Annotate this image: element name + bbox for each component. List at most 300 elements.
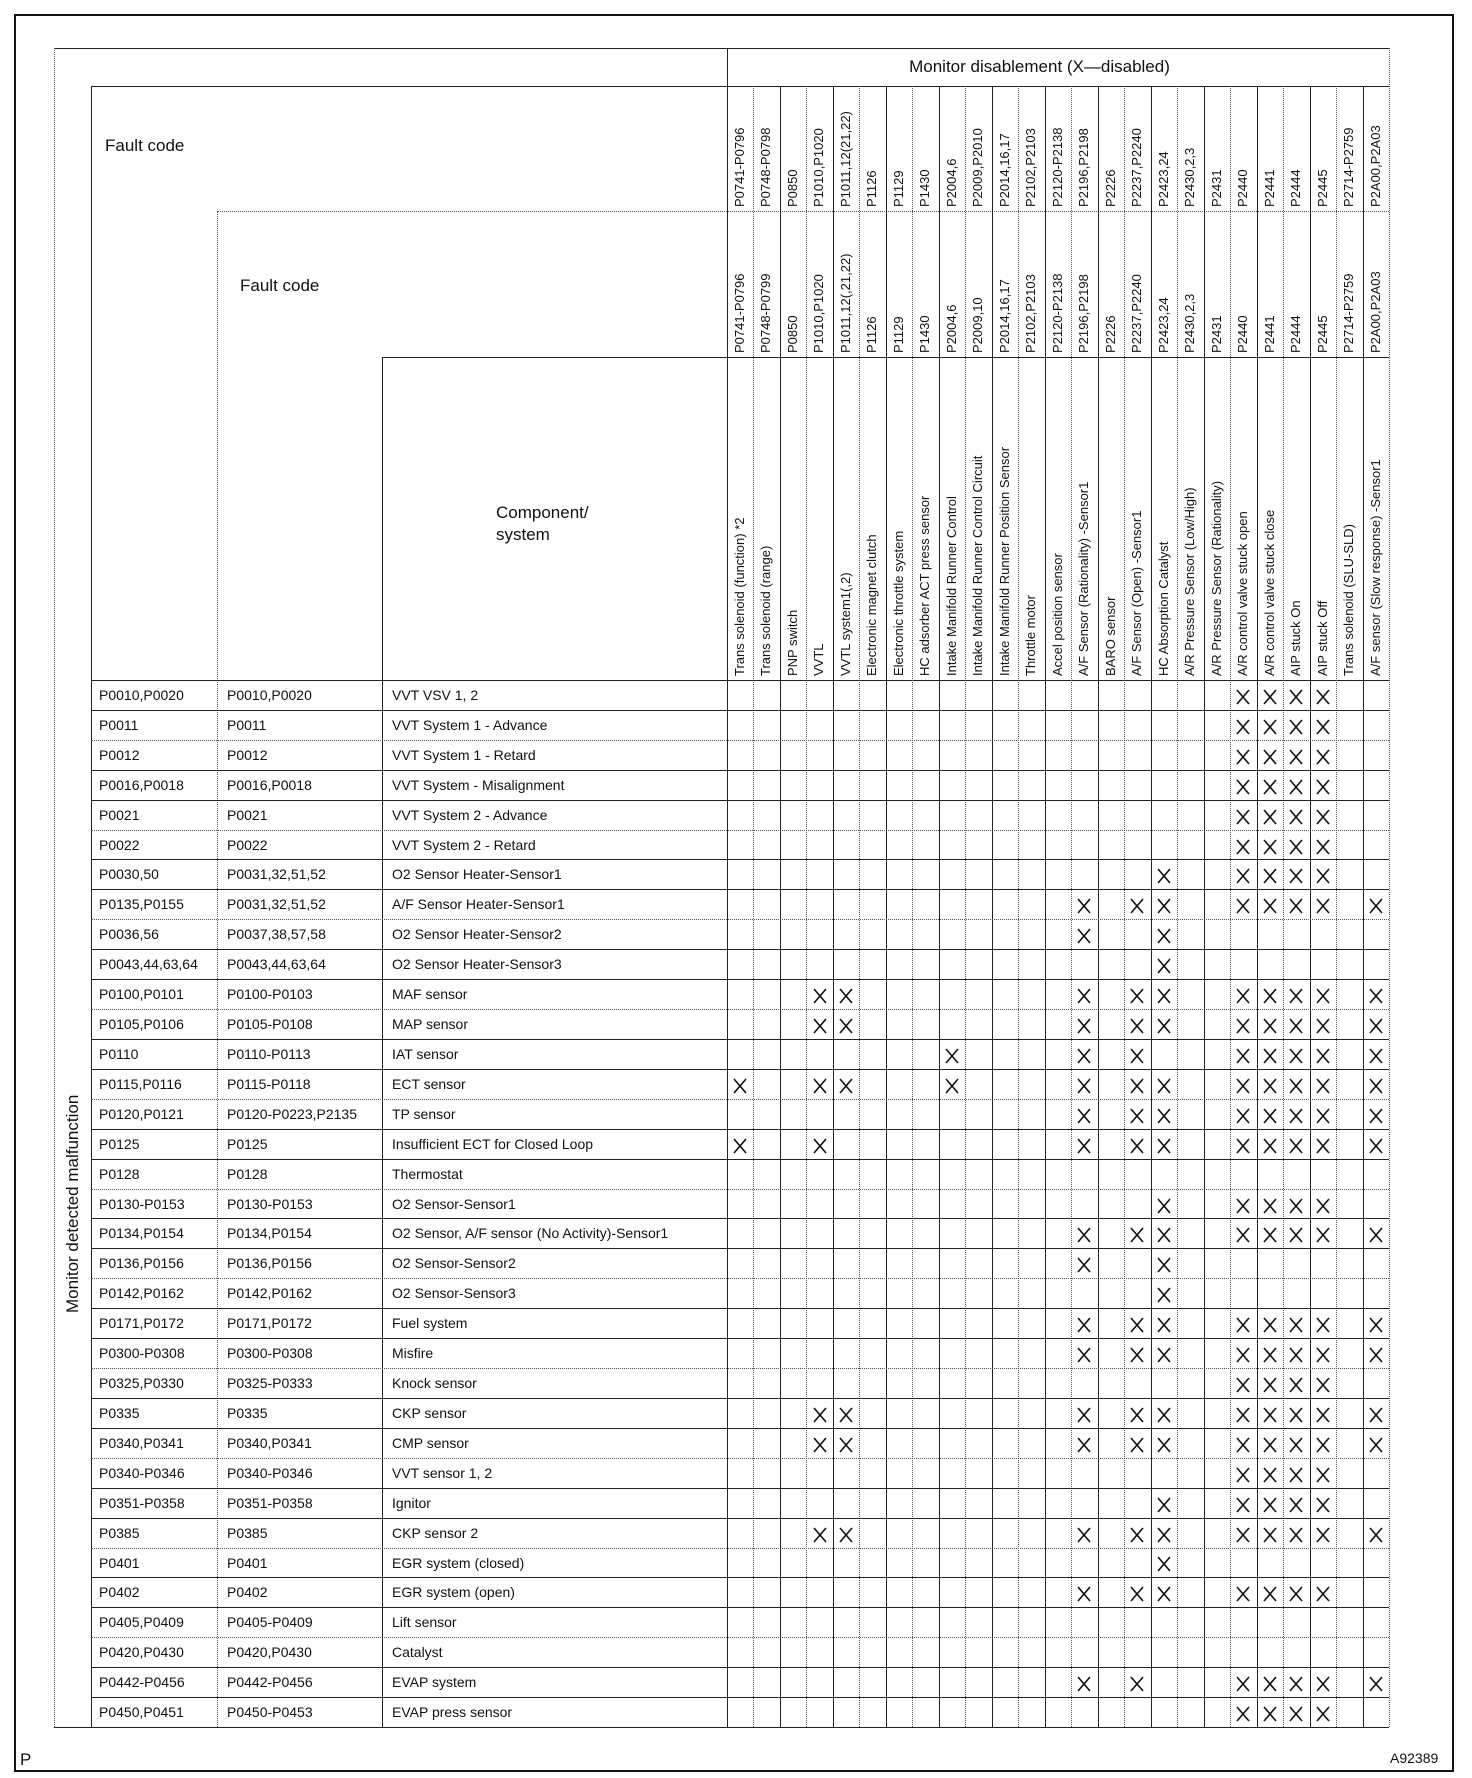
grid-line-h bbox=[91, 1518, 1389, 1519]
column-code-top: P1010,P1020 bbox=[811, 128, 827, 207]
row-fault-code-detail: P0300-P0308 bbox=[227, 1345, 313, 1362]
disabled-x-mark bbox=[1315, 1227, 1331, 1243]
row-fault-code: P0012 bbox=[99, 746, 140, 763]
row-fault-code: P0340,P0341 bbox=[99, 1434, 184, 1451]
disabled-x-mark bbox=[1262, 1437, 1278, 1453]
row-fault-code-detail: P0031,32,51,52 bbox=[227, 866, 326, 883]
column-code-second: P2226 bbox=[1102, 315, 1118, 353]
disabled-x-mark bbox=[1129, 1108, 1145, 1124]
disabled-x-mark bbox=[1368, 1527, 1384, 1543]
column-code-top: P2440 bbox=[1235, 169, 1251, 207]
grid-line-h bbox=[91, 1398, 1389, 1399]
column-component-name: A/R control valve stuck close bbox=[1261, 509, 1277, 676]
disabled-x-mark bbox=[1288, 1467, 1304, 1483]
column-component-name: Throttle motor bbox=[1023, 595, 1039, 676]
column-code-second: P2441 bbox=[1261, 315, 1277, 353]
disabled-x-mark bbox=[1288, 898, 1304, 914]
row-fault-code: P0300-P0308 bbox=[99, 1345, 185, 1362]
disabled-x-mark bbox=[944, 1078, 960, 1094]
disabled-x-mark bbox=[1076, 1018, 1092, 1034]
disabled-x-mark bbox=[1235, 988, 1251, 1004]
disabled-x-mark bbox=[1235, 1078, 1251, 1094]
disabled-x-mark bbox=[1368, 1018, 1384, 1034]
disabled-x-mark bbox=[1076, 1437, 1092, 1453]
disabled-x-mark bbox=[1129, 1018, 1145, 1034]
column-code-second: P2102,P2103 bbox=[1023, 274, 1039, 353]
disabled-x-mark bbox=[1235, 779, 1251, 795]
disabled-x-mark bbox=[838, 1527, 854, 1543]
disabled-x-mark bbox=[1288, 1676, 1304, 1692]
fault-code-heading-1: Fault code bbox=[105, 136, 185, 155]
column-code-second: P1126 bbox=[864, 316, 880, 353]
column-code-top: P1430 bbox=[917, 169, 933, 207]
column-code-top: P1129 bbox=[890, 170, 906, 207]
row-fault-code-detail: P0325-P0333 bbox=[227, 1375, 313, 1392]
disabled-x-mark bbox=[1315, 1437, 1331, 1453]
disabled-x-mark bbox=[838, 1018, 854, 1034]
disabled-x-mark bbox=[1288, 1048, 1304, 1064]
disabled-x-mark bbox=[1288, 1437, 1304, 1453]
disabled-x-mark bbox=[1156, 1018, 1172, 1034]
disabled-x-mark bbox=[1156, 1198, 1172, 1214]
disabled-x-mark bbox=[1156, 1138, 1172, 1154]
disabled-x-mark bbox=[1288, 1108, 1304, 1124]
grid-line-h bbox=[91, 1129, 1389, 1130]
disabled-x-mark bbox=[1235, 1706, 1251, 1722]
column-component-name: Intake Manifold Runner Control bbox=[943, 496, 959, 676]
column-component-name: Electronic throttle system bbox=[890, 530, 906, 676]
row-component: O2 Sensor Heater-Sensor1 bbox=[392, 866, 562, 883]
disabled-x-mark bbox=[1262, 749, 1278, 765]
disabled-x-mark bbox=[1262, 1108, 1278, 1124]
column-code-second: P2444 bbox=[1288, 315, 1304, 353]
row-fault-code-detail: P0340-P0346 bbox=[227, 1464, 313, 1481]
grid-line-h bbox=[91, 1159, 1389, 1160]
row-component: EGR system (closed) bbox=[392, 1554, 525, 1571]
disabled-x-mark bbox=[1235, 1676, 1251, 1692]
disabled-x-mark bbox=[1129, 1527, 1145, 1543]
disabled-x-mark bbox=[1262, 868, 1278, 884]
grid-line-v bbox=[54, 48, 55, 1727]
disabled-x-mark bbox=[1262, 1407, 1278, 1423]
column-code-second: P2014,16,17 bbox=[996, 279, 1012, 353]
grid-line-h bbox=[91, 710, 1389, 711]
column-code-top: P2004,6 bbox=[943, 158, 959, 207]
row-component: VVT VSV 1, 2 bbox=[392, 687, 479, 703]
disabled-x-mark bbox=[1262, 1527, 1278, 1543]
row-fault-code-detail: P0351-P0358 bbox=[227, 1494, 313, 1511]
disabled-x-mark bbox=[1288, 839, 1304, 855]
row-component: O2 Sensor Heater-Sensor3 bbox=[392, 956, 562, 973]
disabled-x-mark bbox=[1288, 1227, 1304, 1243]
column-code-second: P2120-P2138 bbox=[1049, 273, 1065, 353]
disabled-x-mark bbox=[1315, 1676, 1331, 1692]
disabled-x-mark bbox=[812, 988, 828, 1004]
disabled-x-mark bbox=[1315, 1018, 1331, 1034]
column-component-name: AIP stuck Off bbox=[1314, 600, 1330, 676]
disabled-x-mark bbox=[1288, 868, 1304, 884]
grid-line-h bbox=[54, 48, 1389, 49]
column-component-name: A/F Sensor (Rationality) -Sensor1 bbox=[1076, 481, 1092, 676]
disabled-x-mark bbox=[1156, 1287, 1172, 1303]
disabled-x-mark bbox=[1129, 1227, 1145, 1243]
row-fault-code-detail: P0130-P0153 bbox=[227, 1195, 313, 1212]
disabled-x-mark bbox=[1288, 719, 1304, 735]
disabled-x-mark bbox=[1156, 1556, 1172, 1572]
row-fault-code-detail: P0125 bbox=[227, 1135, 268, 1152]
disabled-x-mark bbox=[1262, 719, 1278, 735]
disabled-x-mark bbox=[1315, 1317, 1331, 1333]
column-code-top: P2226 bbox=[1102, 169, 1118, 207]
figure-id: A92389 bbox=[1390, 1750, 1439, 1766]
disabled-x-mark bbox=[1235, 1347, 1251, 1363]
column-code-top: P2A00,P2A03 bbox=[1367, 125, 1383, 207]
column-code-top: P0850 bbox=[784, 169, 800, 207]
row-fault-code: P0351-P0358 bbox=[99, 1494, 185, 1511]
row-component: IAT sensor bbox=[392, 1045, 459, 1062]
row-fault-code-detail: P0402 bbox=[227, 1584, 268, 1601]
row-fault-code: P0325,P0330 bbox=[99, 1375, 184, 1392]
disabled-x-mark bbox=[1288, 809, 1304, 825]
column-code-second: P2431 bbox=[1208, 315, 1224, 353]
column-code-top: P0748-P0798 bbox=[758, 127, 774, 207]
column-code-top: P0741-P0796 bbox=[732, 127, 747, 207]
disabled-x-mark bbox=[838, 1407, 854, 1423]
row-fault-code: P0134,P0154 bbox=[99, 1225, 184, 1242]
disabled-x-mark bbox=[1368, 1108, 1384, 1124]
disabled-x-mark bbox=[1076, 1078, 1092, 1094]
column-code-second: P2237,P2240 bbox=[1129, 274, 1145, 353]
disabled-x-mark bbox=[1262, 1467, 1278, 1483]
disabled-x-mark bbox=[1288, 1198, 1304, 1214]
disabled-x-mark bbox=[1262, 988, 1278, 1004]
column-code-second: P1010,P1020 bbox=[811, 274, 827, 353]
disabled-x-mark bbox=[1368, 1347, 1384, 1363]
column-code-top: P2430,2,3 bbox=[1182, 147, 1198, 207]
disabled-x-mark bbox=[1129, 1078, 1145, 1094]
disabled-x-mark bbox=[812, 1407, 828, 1423]
row-fault-code: P0100,P0101 bbox=[99, 986, 184, 1003]
disabled-x-mark bbox=[838, 1078, 854, 1094]
disabled-x-mark bbox=[1076, 1138, 1092, 1154]
row-fault-code: P0402 bbox=[99, 1584, 140, 1601]
disabled-x-mark bbox=[1315, 1706, 1331, 1722]
disabled-x-mark bbox=[1129, 1048, 1145, 1064]
disabled-x-mark bbox=[1288, 1018, 1304, 1034]
disabled-x-mark bbox=[1076, 1048, 1092, 1064]
disabled-x-mark bbox=[1315, 1048, 1331, 1064]
column-component-name: Intake Manifold Runner Control Circuit bbox=[970, 455, 986, 676]
row-component: Ignitor bbox=[392, 1494, 431, 1511]
disabled-x-mark bbox=[1368, 1227, 1384, 1243]
column-code-second: P2A00,P2A03 bbox=[1367, 271, 1383, 353]
row-fault-code-detail: P0120-P0223,P2135 bbox=[227, 1105, 357, 1122]
column-component-name: VVTL system1(,2) bbox=[837, 572, 853, 676]
row-fault-code: P0016,P0018 bbox=[99, 776, 184, 793]
row-component: Misfire bbox=[392, 1345, 434, 1362]
column-code-second: P2445 bbox=[1314, 315, 1330, 353]
footer-page-marker: P bbox=[20, 1750, 32, 1769]
row-fault-code: P0043,44,63,64 bbox=[99, 956, 198, 973]
row-fault-code-detail: P0401 bbox=[227, 1554, 268, 1571]
row-component: VVT sensor 1, 2 bbox=[392, 1464, 493, 1481]
disabled-x-mark bbox=[1156, 988, 1172, 1004]
disabled-x-mark bbox=[1262, 1676, 1278, 1692]
row-fault-code-detail: P0171,P0172 bbox=[227, 1315, 312, 1332]
row-fault-code: P0110 bbox=[99, 1045, 139, 1062]
disabled-x-mark bbox=[1235, 1407, 1251, 1423]
column-code-top: P2441 bbox=[1261, 169, 1277, 207]
row-fault-code-detail: P0115-P0118 bbox=[227, 1075, 311, 1092]
disabled-x-mark bbox=[1235, 1317, 1251, 1333]
disabled-x-mark bbox=[1288, 1527, 1304, 1543]
disabled-x-mark bbox=[1262, 1706, 1278, 1722]
disabled-x-mark bbox=[1076, 988, 1092, 1004]
disabled-x-mark bbox=[1315, 839, 1331, 855]
column-component-name: HC adsorber ACT press sensor bbox=[917, 495, 933, 676]
row-fault-code-detail: P0420,P0430 bbox=[227, 1644, 312, 1661]
column-component-name: A/R Pressure Sensor (Low/High) bbox=[1182, 487, 1198, 676]
disabled-x-mark bbox=[1262, 1347, 1278, 1363]
column-component-name: A/F Sensor (Open) -Sensor1 bbox=[1129, 510, 1145, 676]
disabled-x-mark bbox=[1288, 1407, 1304, 1423]
column-code-top: P2014,16,17 bbox=[996, 133, 1012, 207]
disabled-x-mark bbox=[732, 1078, 748, 1094]
disabled-x-mark bbox=[1076, 898, 1092, 914]
row-fault-code-detail: P0022 bbox=[227, 836, 268, 853]
disabled-x-mark bbox=[1235, 1198, 1251, 1214]
row-fault-code-detail: P0105-P0108 bbox=[227, 1016, 313, 1033]
row-fault-code: P0021 bbox=[99, 806, 140, 823]
row-fault-code: P0011 bbox=[99, 716, 139, 733]
column-code-second: P2440 bbox=[1235, 315, 1251, 353]
row-fault-code-detail: P0442-P0456 bbox=[227, 1674, 313, 1691]
grid-line-v bbox=[382, 357, 383, 1727]
row-fault-code-detail: P0335 bbox=[227, 1404, 268, 1421]
row-component: Insufficient ECT for Closed Loop bbox=[392, 1135, 594, 1152]
row-fault-code: P0136,P0156 bbox=[99, 1255, 184, 1272]
column-component-name: Trans solenoid (function) *2 bbox=[732, 517, 747, 676]
row-component: VVT System 2 - Advance bbox=[392, 806, 548, 823]
grid-line-h bbox=[91, 1548, 1389, 1549]
column-code-second: P0741-P0796 bbox=[732, 273, 747, 353]
disabled-x-mark bbox=[1288, 1497, 1304, 1513]
disabled-x-mark bbox=[1368, 1138, 1384, 1154]
disabled-x-mark bbox=[1156, 1317, 1172, 1333]
row-component: EGR system (open) bbox=[392, 1584, 515, 1601]
row-component: MAF sensor bbox=[392, 986, 468, 1003]
disabled-x-mark bbox=[1315, 1138, 1331, 1154]
disabled-x-mark bbox=[1156, 1437, 1172, 1453]
disabled-x-mark bbox=[1262, 1497, 1278, 1513]
disabled-x-mark bbox=[1288, 1317, 1304, 1333]
disabled-x-mark bbox=[838, 1437, 854, 1453]
column-code-top: P2423,24 bbox=[1155, 151, 1171, 207]
monitor-disablement-heading: Monitor disablement (X—disabled) bbox=[909, 57, 1170, 76]
disabled-x-mark bbox=[1315, 749, 1331, 765]
column-code-second: P2423,24 bbox=[1155, 297, 1171, 353]
row-fault-code-detail: P0100-P0103 bbox=[227, 986, 313, 1003]
row-fault-code: P0036,56 bbox=[99, 926, 159, 943]
row-fault-code-detail: P0128 bbox=[227, 1165, 268, 1182]
column-component-name: BARO sensor bbox=[1102, 596, 1118, 676]
column-code-top: P2120-P2138 bbox=[1049, 127, 1065, 207]
disabled-x-mark bbox=[1076, 1586, 1092, 1602]
disabled-x-mark bbox=[1235, 1018, 1251, 1034]
disabled-x-mark bbox=[1235, 868, 1251, 884]
row-fault-code: P0130-P0153 bbox=[99, 1195, 185, 1212]
disabled-x-mark bbox=[1156, 1227, 1172, 1243]
row-fault-code-detail: P0012 bbox=[227, 746, 268, 763]
disabled-x-mark bbox=[1288, 1347, 1304, 1363]
disabled-x-mark bbox=[1156, 1108, 1172, 1124]
disabled-x-mark bbox=[812, 1527, 828, 1543]
column-code-top: P2445 bbox=[1314, 169, 1330, 207]
grid-line-h bbox=[91, 86, 1389, 87]
column-code-second: P1430 bbox=[917, 315, 933, 353]
row-fault-code: P0128 bbox=[99, 1165, 140, 1182]
column-component-name: A/R control valve stuck open bbox=[1235, 511, 1251, 676]
row-fault-code: P0442-P0456 bbox=[99, 1674, 185, 1691]
disabled-x-mark bbox=[1315, 1527, 1331, 1543]
disabled-x-mark bbox=[1288, 779, 1304, 795]
disabled-x-mark bbox=[1262, 809, 1278, 825]
row-fault-code: P0450,P0451 bbox=[99, 1704, 184, 1721]
disabled-x-mark bbox=[944, 1048, 960, 1064]
grid-line-h bbox=[91, 740, 1389, 741]
disabled-x-mark bbox=[812, 1078, 828, 1094]
disabled-x-mark bbox=[1315, 868, 1331, 884]
disabled-x-mark bbox=[1262, 898, 1278, 914]
disabled-x-mark bbox=[1315, 719, 1331, 735]
row-component: VVT System 1 - Retard bbox=[392, 746, 536, 763]
column-component-name: VVTL bbox=[811, 643, 827, 676]
grid-line-h bbox=[217, 211, 1389, 212]
disabled-x-mark bbox=[1315, 1586, 1331, 1602]
disabled-x-mark bbox=[1156, 1407, 1172, 1423]
disabled-x-mark bbox=[1156, 1497, 1172, 1513]
row-fault-code: P0142,P0162 bbox=[99, 1285, 184, 1302]
row-fault-code-detail: P0405-P0409 bbox=[227, 1614, 313, 1631]
disabled-x-mark bbox=[1315, 1078, 1331, 1094]
row-fault-code: P0030,50 bbox=[99, 866, 159, 883]
disabled-x-mark bbox=[1262, 1198, 1278, 1214]
row-component: EVAP press sensor bbox=[392, 1704, 513, 1721]
column-code-second: P1129 bbox=[890, 316, 906, 353]
row-component: VVT System - Misalignment bbox=[392, 776, 565, 793]
row-component: O2 Sensor-Sensor1 bbox=[392, 1195, 516, 1212]
disabled-x-mark bbox=[1315, 1108, 1331, 1124]
row-fault-code-detail: P0385 bbox=[227, 1524, 268, 1541]
disabled-x-mark bbox=[1076, 928, 1092, 944]
disabled-x-mark bbox=[1288, 1586, 1304, 1602]
column-code-top: P2444 bbox=[1288, 169, 1304, 207]
row-component: O2 Sensor, A/F sensor (No Activity)-Sensor1 bbox=[392, 1225, 669, 1242]
row-component: O2 Sensor Heater-Sensor2 bbox=[392, 926, 562, 943]
disabled-x-mark bbox=[1315, 1467, 1331, 1483]
disabled-x-mark bbox=[1076, 1407, 1092, 1423]
row-component: CKP sensor 2 bbox=[392, 1524, 479, 1541]
row-fault-code: P0171,P0172 bbox=[99, 1315, 184, 1332]
row-component: CKP sensor bbox=[392, 1404, 467, 1421]
disabled-x-mark bbox=[1235, 1048, 1251, 1064]
disabled-x-mark bbox=[1129, 1317, 1145, 1333]
disabled-x-mark bbox=[1235, 898, 1251, 914]
disabled-x-mark bbox=[1235, 1138, 1251, 1154]
disabled-x-mark bbox=[1315, 779, 1331, 795]
row-component: Thermostat bbox=[392, 1165, 463, 1182]
grid-line-h bbox=[91, 800, 1389, 801]
row-fault-code-detail: P0037,38,57,58 bbox=[227, 926, 326, 943]
row-fault-code-detail: P0031,32,51,52 bbox=[227, 896, 326, 913]
disabled-x-mark bbox=[1315, 1377, 1331, 1393]
disabled-x-mark bbox=[1235, 839, 1251, 855]
disabled-x-mark bbox=[1235, 1377, 1251, 1393]
column-code-second: P0850 bbox=[784, 315, 800, 353]
disabled-x-mark bbox=[1262, 689, 1278, 705]
row-fault-code-detail: P0134,P0154 bbox=[227, 1225, 312, 1242]
disabled-x-mark bbox=[1156, 1078, 1172, 1094]
disabled-x-mark bbox=[1368, 1317, 1384, 1333]
row-fault-code: P0401 bbox=[99, 1554, 140, 1571]
disabled-x-mark bbox=[1156, 928, 1172, 944]
column-code-second: P0748-P0799 bbox=[758, 273, 774, 353]
disabled-x-mark bbox=[1156, 958, 1172, 974]
column-code-top: P2102,P2103 bbox=[1023, 128, 1039, 207]
row-fault-code: P0105,P0106 bbox=[99, 1016, 184, 1033]
disabled-x-mark bbox=[1288, 689, 1304, 705]
grid-line-v bbox=[217, 211, 218, 1727]
disabled-x-mark bbox=[1235, 1437, 1251, 1453]
disabled-x-mark bbox=[1315, 898, 1331, 914]
grid-line-h bbox=[54, 1727, 1389, 1728]
row-fault-code-detail: P0010,P0020 bbox=[227, 687, 312, 703]
column-code-second: P2196,P2198 bbox=[1076, 274, 1092, 353]
column-code-second: P2009,10 bbox=[970, 297, 986, 353]
grid-line-v bbox=[91, 86, 92, 1727]
disabled-x-mark bbox=[1262, 1138, 1278, 1154]
disabled-x-mark bbox=[1315, 809, 1331, 825]
row-fault-code: P0115,P0116 bbox=[99, 1075, 182, 1092]
column-code-top: P2009,P2010 bbox=[970, 128, 986, 207]
disabled-x-mark bbox=[1288, 1078, 1304, 1094]
column-component-name: AIP stuck On bbox=[1288, 600, 1304, 676]
disabled-x-mark bbox=[1076, 1347, 1092, 1363]
row-component: O2 Sensor-Sensor3 bbox=[392, 1285, 516, 1302]
disabled-x-mark bbox=[1129, 1437, 1145, 1453]
row-fault-code-detail: P0021 bbox=[227, 806, 268, 823]
disabled-x-mark bbox=[1262, 1018, 1278, 1034]
disabled-x-mark bbox=[1262, 1317, 1278, 1333]
disabled-x-mark bbox=[1368, 1437, 1384, 1453]
disabled-x-mark bbox=[1156, 1257, 1172, 1273]
disabled-x-mark bbox=[1076, 1257, 1092, 1273]
disabled-x-mark bbox=[1262, 1048, 1278, 1064]
row-group-label: Monitor detected malfunction bbox=[63, 1094, 82, 1313]
column-component-name: Trans solenoid (SLU-SLD) bbox=[1341, 524, 1357, 676]
disabled-x-mark bbox=[1129, 1676, 1145, 1692]
row-component: Knock sensor bbox=[392, 1375, 477, 1392]
disabled-x-mark bbox=[1129, 1407, 1145, 1423]
row-fault-code-detail: P0043,44,63,64 bbox=[227, 956, 326, 973]
disabled-x-mark bbox=[1235, 719, 1251, 735]
column-code-second: P2714-P2759 bbox=[1341, 273, 1357, 353]
column-code-top: P2714-P2759 bbox=[1341, 127, 1357, 207]
disabled-x-mark bbox=[1262, 1227, 1278, 1243]
disabled-x-mark bbox=[1129, 898, 1145, 914]
grid-line-h bbox=[91, 830, 1389, 831]
disabled-x-mark bbox=[1156, 1586, 1172, 1602]
